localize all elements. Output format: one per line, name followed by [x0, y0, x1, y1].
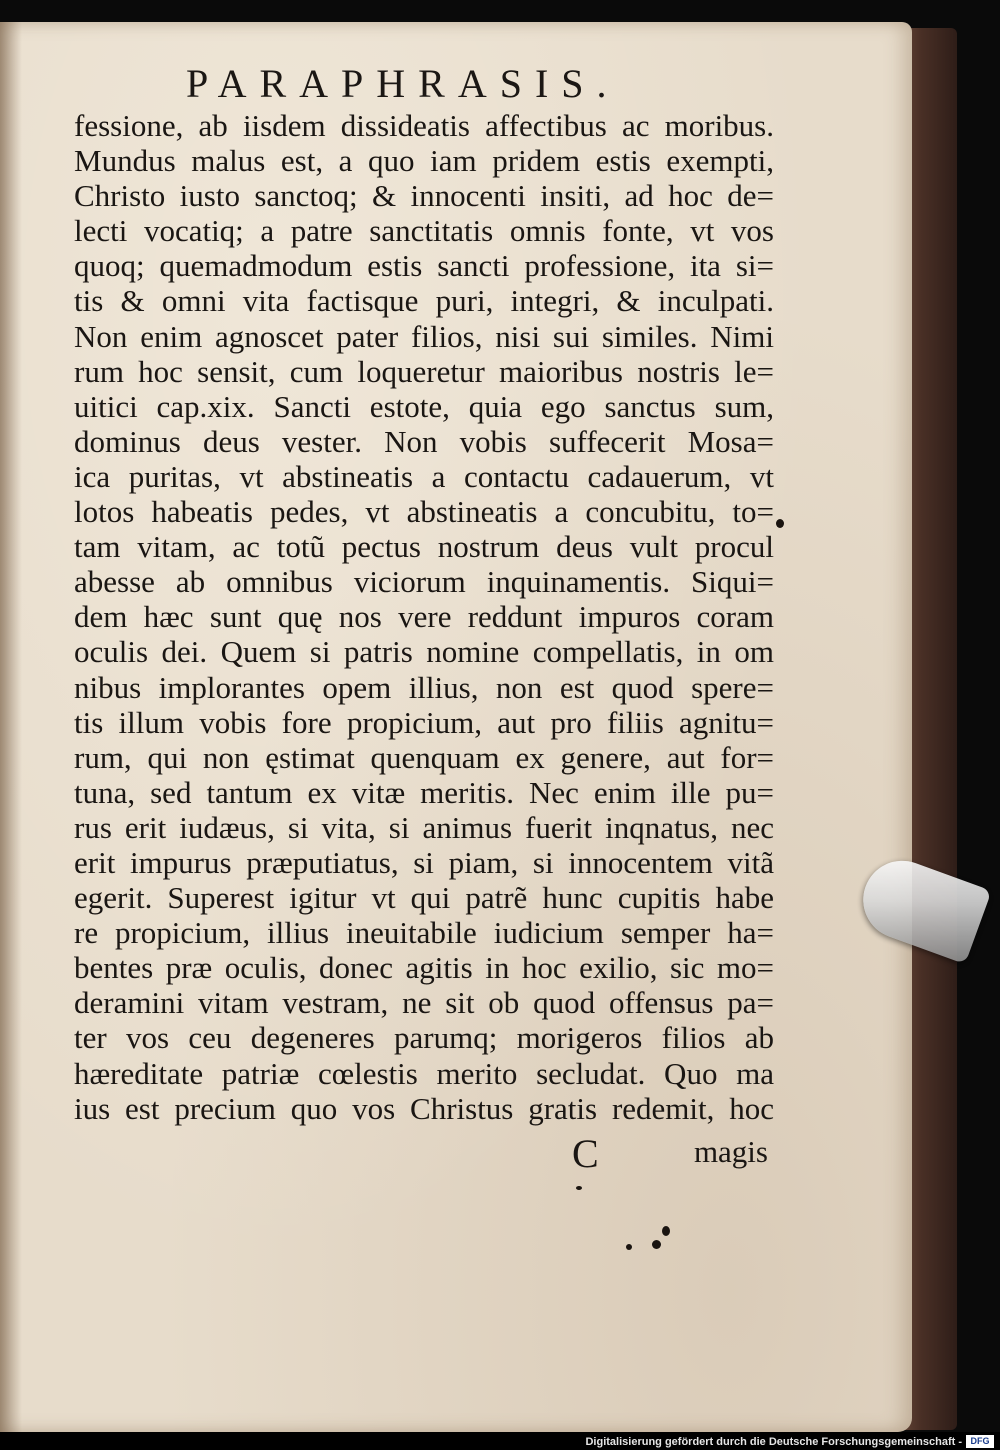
text-line: fessione, ab iisdem dissideatis affectibus ac moribus.: [74, 108, 774, 143]
ink-spot: [652, 1240, 661, 1249]
dfg-logo: DFG: [966, 1435, 994, 1448]
ink-spot: [662, 1226, 670, 1236]
text-line: hæreditate patriæ cœlestis merito secludat. Quo ma: [74, 1055, 774, 1091]
catchword: magis: [693, 1134, 768, 1169]
text-line: tuna, sed tantum ex vitæ meritis. Nec enim ille pu=: [74, 774, 774, 810]
text-line: ius est precium quo vos Christus gratis redemit, hoc: [74, 1090, 774, 1126]
text-line: ter vos ceu degeneres parumq; morigeros filios ab: [74, 1020, 774, 1056]
text-line: egerit. Superest igitur vt qui patrẽ hunc cupitis habe: [74, 880, 774, 916]
text-line: dominus deus vester. Non vobis suffecerit Mosa=: [74, 423, 774, 459]
text-line: tis illum vobis fore propicium, aut pro filiis agnitu=: [74, 704, 774, 740]
text-line: oculis dei. Quem si patris nomine compellatis, in om: [74, 634, 774, 670]
signature-mark: C: [572, 1131, 599, 1176]
text-line: Mundus malus est, a quo iam pridem estis exempti,: [74, 143, 774, 179]
text-line: tam vitam, ac totũ pectus nostrum deus vult procul: [74, 529, 774, 565]
text-line: rus erit iudæus, si vita, si animus fuerit inqnatus, nec: [74, 809, 774, 845]
text-line: re propicium, illius ineuitabile iudicium semper ha=: [74, 915, 774, 951]
ink-spot: [776, 519, 784, 528]
ink-spot: [576, 1186, 582, 1190]
running-head: PARAPHRASIS.: [186, 61, 620, 106]
text-line: rum, qui non ęstimat quenquam ex genere, aut for=: [74, 739, 774, 775]
ink-spot: [626, 1244, 632, 1250]
credit-bar: [0, 1432, 1000, 1450]
text-line: bentes præ oculis, donec agitis in hoc exilio, sic mo=: [74, 950, 774, 986]
text-line: rum hoc sensit, cum loqueretur maioribus nostris le=: [74, 353, 774, 389]
digitization-credit: Digitalisierung gefördert durch die Deutsche Forschungsgemeinschaft -: [585, 1436, 962, 1448]
body-text: [74, 108, 774, 1126]
text-line: Christo iusto sanctoq; & innocenti insiti, ad hoc de=: [74, 178, 774, 214]
text-line: uitici cap.xix. Sancti estote, quia ego sanctus sum,: [74, 388, 774, 424]
text-line: Non enim agnoscet pater filios, nisi sui similes. Nimi: [74, 318, 774, 354]
text-line: dem hæc sunt quę nos vere reddunt impuros coram: [74, 599, 774, 635]
text-line: deramini vitam vestram, ne sit ob quod offensus pa=: [74, 985, 774, 1021]
text-line: quoq; quemadmodum estis sancti professione, ita si=: [74, 248, 774, 284]
text-line: tis & omni vita factisque puri, integri, & inculpati.: [74, 283, 774, 319]
text-line: lotos habeatis pedes, vt abstineatis a concubitu, to=: [74, 494, 774, 530]
page-gutter-shadow: [0, 22, 22, 1432]
text-line: nibus implorantes opem illius, non est quod spere=: [74, 669, 774, 705]
text-line: erit impurus præputiatus, si piam, si innocentem vitã: [74, 844, 774, 880]
text-line: lecti vocatiq; a patre sanctitatis omnis fonte, vt vos: [74, 213, 774, 249]
page-footer: [74, 1130, 774, 1174]
text-line: ica puritas, vt abstineatis a contactu cadauerum, vt: [74, 458, 774, 494]
text-line: abesse ab omnibus viciorum inquinamentis. Siqui=: [74, 564, 774, 600]
